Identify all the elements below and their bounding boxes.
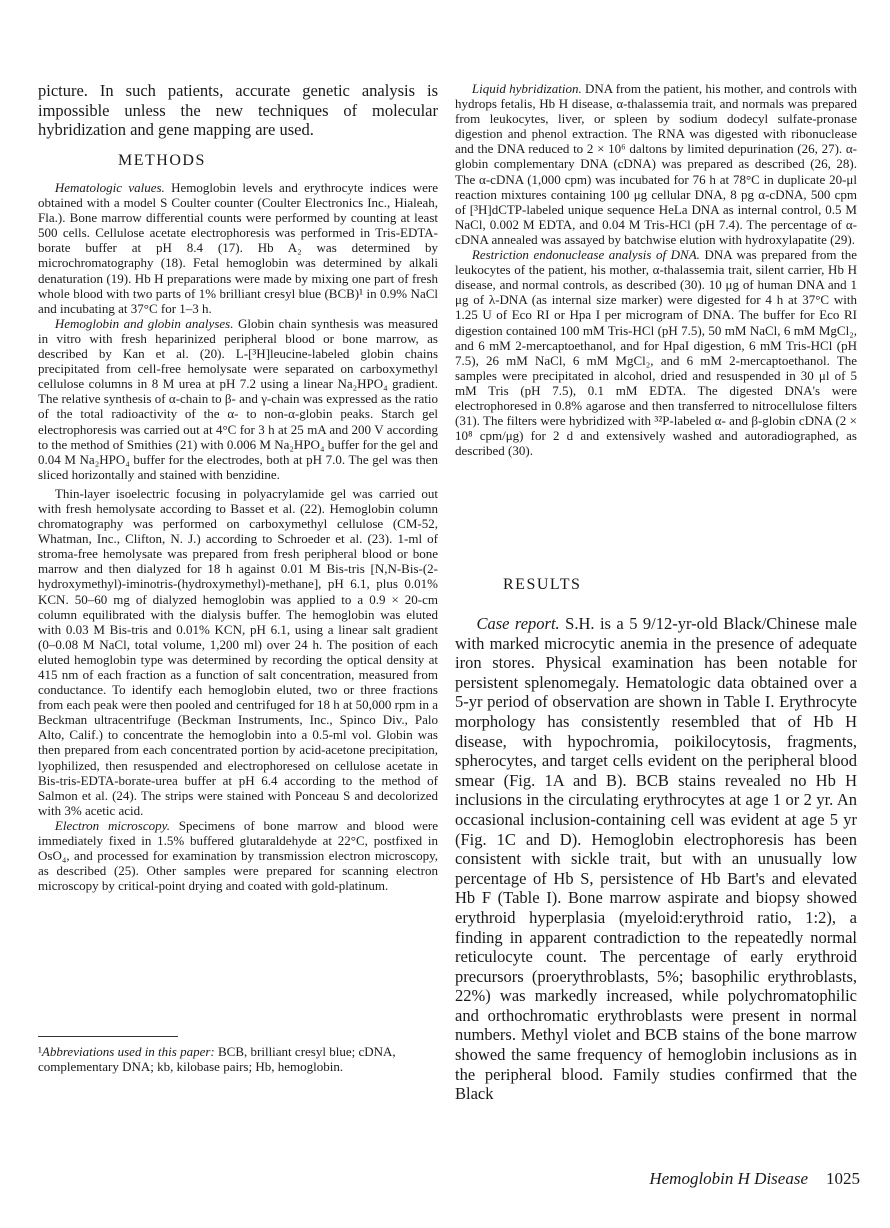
methods-heading: METHODS	[118, 152, 206, 169]
restriction-paragraph	[455, 247, 857, 458]
methods-right-column	[455, 81, 857, 458]
thinlayer-paragraph: Thin-layer isoelectric focusing in polyacrylamide gel was carried out with fresh hemolysate according to Basset et al. (22). Hemoglobin column chromatography was performed on carboxymethyl cellulose (CM-52, Whatman, Inc., Clifton, N. J.) according to Schroeder et al. (23). 1-ml of stroma-free hemolysate was prepared from fresh peripheral blood or bone marrow and then dialyzed for 18 h against 0.01 M Bis-tris [N,N-Bis-(2-hydroxymethyl)-iminotris-(hydroxymethyl)-methane], pH 6.1, plus 0.01% KCN. 50–60 mg of dialyzed hemoglobin was applied to a 0.9 × 20-cm column equilibrated with the dialysis buffer. The hemoglobin was eluted with 0.03 M Bis-tris and 0.01% KCN, pH 6.1, using a linear salt gradient (0–0.08 M NaCl, total volume, 1,200 ml) over 24 h. The position of each eluted hemoglobin type was determined by recording the optical density at 415 nm of each fraction as a function of salt concentration, measured from conductance. To identify each hemoglobin eluted, two or three fractions from each peak were then pooled and centrifuged for 18 h at 50,000 rpm in a Beckman ultracentrifuge (Beckman Instruments, Inc., Spinco Div., Palo Alto, Calif.) to concentrate the hemoglobin into a 0.5-ml vol. Globin was then prepared from each concentrated portion by acid-acetone precipitation, lyophilized, then resuspended and electrophoresed on cellulose acetate in Bis-tris-EDTA-borate-urea buffer at pH 6.4 according to the method of Salmon et al. (24). The strips were stained with Ponceau S and decolorized with 3% acetic acid.	[38, 485, 438, 818]
footnote-title: Abbreviations used in this paper:	[41, 1044, 215, 1059]
globin-body: Globin chain synthesis was measured in vitro with fresh heparinized peripheral blood or bone marrow, as described by Kan et al. (20). L-[³H]leucine-labeled globin chains precipitated from cell-free hemolysate were separated on carboxymethyl cellulose columns in 8 M urea at pH 7.2 using a linear Na₂HPO₄ gradient. The relative synthesis of α-chain to β- and γ-chain was expressed as the ratio of the total radioactivity of the α- to non-α-globin peaks. Starch gel electrophoresis was carried out at 4°C for 3 h at 25 mA and 200 V according to the method of Smithies (21) with 0.006 M Na₂HPO₄ buffer for the gel and 0.04 M Na₂HPO₄ buffer for the electrodes, both at pH 7.0. The gel was then sliced horizontally and stained with benzidine.	[38, 315, 438, 482]
footnote-rule	[38, 1036, 178, 1037]
hematologic-paragraph	[38, 180, 438, 316]
footnote-marker: ¹	[38, 1044, 42, 1059]
electron-body: Specimens of bone marrow and blood were immediately fixed in 1.5% buffered glutaraldehyde at 22°C, postfixed in OsO₄, and processed for examination by transmission electron microscopy, as described (25). Other samples were prepared for scanning electron microscopy by critical-point drying and coated with gold-platinum.	[38, 817, 438, 894]
footnote	[38, 1044, 438, 1074]
results-column	[455, 614, 857, 1104]
hematologic-body: Hemoglobin levels and erythrocyte indices were obtained with a model S Coulter counter (Coulter Electronics Inc., Hialeah, Fla.). Bone marrow differential counts were performed by counting at least 500 cells. Cellulose acetate electrophoresis was performed in Tris-EDTA-borate buffer at pH 8.4 (17). Hb A₂ was determined by microchromatography (18). Fetal hemoglobin was determined by alkali denaturation (19). Hb H preparations were made by mixing one part of fresh whole blood with two parts of 1% brilliant cresyl blue (BCB)¹ in 0.9% NaCl and incubating at 37°C for 1–3 h.	[38, 180, 439, 316]
electron-paragraph	[38, 818, 438, 893]
case-report-paragraph	[455, 614, 857, 1104]
restriction-body: DNA was prepared from the leukocytes of the patient, his mother, α-thalassemia trait, silent carrier, Hb H disease, and normal controls, as described (30). 10 μg of human DNA and 1 μg of λ-DNA (as internal size marker) were digested for 4 h at 37°C with 1.25 U of Eco RI or Hpa I per microgram of DNA. The buffer for Eco RI digestion contained 100 mM Tris-HCl (pH 7.5), 50 mM NaCl, 6 mM MgCl₂, and 6 mM 2-mercaptoethanol, and for HpaI digestion, 6 mM Tris-HCl (pH 7.5), 26 mM NaCl, 6 mM MgCl₂, and 6 mM 2-mercaptoethanol. The samples were precipitated in alcohol, dried and resuspended in 30 μl of 5 mM Tris (pH 7.5), 0.1 mM EDTA. The digested DNA's were electrophoresed in 0.8% agarose and then transferred to nitrocellulose filters (31). The filters were hybridized with ³²P-labeled α- and β-globin cDNA (2 × 10⁸ cpm/μg) for 2 d and extensively washed and autoradiographed, as described (30).	[455, 247, 857, 459]
running-title: Hemoglobin H Disease	[649, 1169, 808, 1188]
globin-title: Hemoglobin and globin analyses.	[54, 315, 234, 331]
globin-paragraph	[38, 316, 438, 482]
methods-left-column	[38, 180, 438, 893]
page-footer	[590, 1169, 860, 1189]
case-report-title: Case report.	[476, 614, 560, 633]
footnote-body: BCB, brilliant cresyl blue; cDNA, complementary DNA; kb, kilobase pairs; Hb, hemoglobin.	[38, 1044, 396, 1074]
restriction-title: Restriction endonuclease analysis of DNA.	[471, 247, 700, 263]
hematologic-title: Hematologic values.	[54, 180, 165, 195]
results-heading: RESULTS	[503, 576, 582, 593]
liquid-body: DNA from the patient, his mother, and controls with hydrops fetalis, Hb H disease, α-thalassemia trait, and normals was prepared from leukocytes, liver, or spleen by sodium dodecyl sulfate-pronase digestion and phenol extraction. The RNA was digested with ribonuclease and the DNA reduced to 2 × 10⁶ daltons by limited depurination (26, 27). α-globin complementary DNA (cDNA) was prepared as described (26, 28). The α-cDNA (1,000 cpm) was incubated for 76 h at 78°C in duplicate 20-μl reaction mixtures containing 100 μg cellular DNA, 8 pg α-cDNA, 500 cpm of [³H]dCTP-labeled unique sequence HeLa DNA as internal control, 0.5 M NaCl, 0.002 M EDTA, and 0.04 M Tris-HCl (pH 7.4). The percentage of α-cDNA annealed was assayed by batchwise elution with hydroxylapatite (29).	[455, 81, 858, 247]
liquid-paragraph	[455, 81, 857, 247]
case-report-body: S.H. is a 5 9/12-yr-old Black/Chinese male with marked microcytic anemia in the presence of adequate iron stores. Physical examination has been notable for persistent splenomegaly. Hematologic data obtained over a 5-yr period of observation are shown in Table I. Erythrocyte morphology has consistently resembled that of Hb H disease, with hypochromia, poikilocytosis, fragments, spherocytes, and target cells evident on the peripheral blood smear (Fig. 1A and B). BCB stains revealed no Hb H inclusions in the circulating erythrocytes at age 1 or 2 yr. An occasional inclusion-containing cell was evident at age 5 yr (Fig. 1C and D). Hemoglobin electrophoresis has been consistent with sickle trait, but with an unusually low percentage of Hb S, persistence of Hb Bart's and elevated Hb F (Table I). Bone marrow aspirate and biopsy showed erythroid hyperplasia (myeloid:erythroid ratio, 1:2), a finding in apparent contradiction to the repeatedly normal reticulocyte count. The percentage of early erythroid precursors (proerythroblasts, 5%; basophilic erythroblasts, 22%) was markedly increased, while polychromatophilic and orthochromatic erythroblasts were present in normal numbers. Methyl violet and BCB stains of the bone marrow showed the same frequency of hemoglobin inclusions as in the peripheral blood. Family studies confirmed that the Black	[455, 614, 857, 1104]
page-number: 1025	[826, 1169, 860, 1188]
liquid-title: Liquid hybridization.	[471, 81, 582, 96]
intro-paragraph: picture. In such patients, accurate genetic analysis is impossible unless the new techniques of molecular hybridization and gene mapping are used.	[38, 81, 438, 139]
electron-title: Electron microscopy.	[54, 817, 170, 833]
